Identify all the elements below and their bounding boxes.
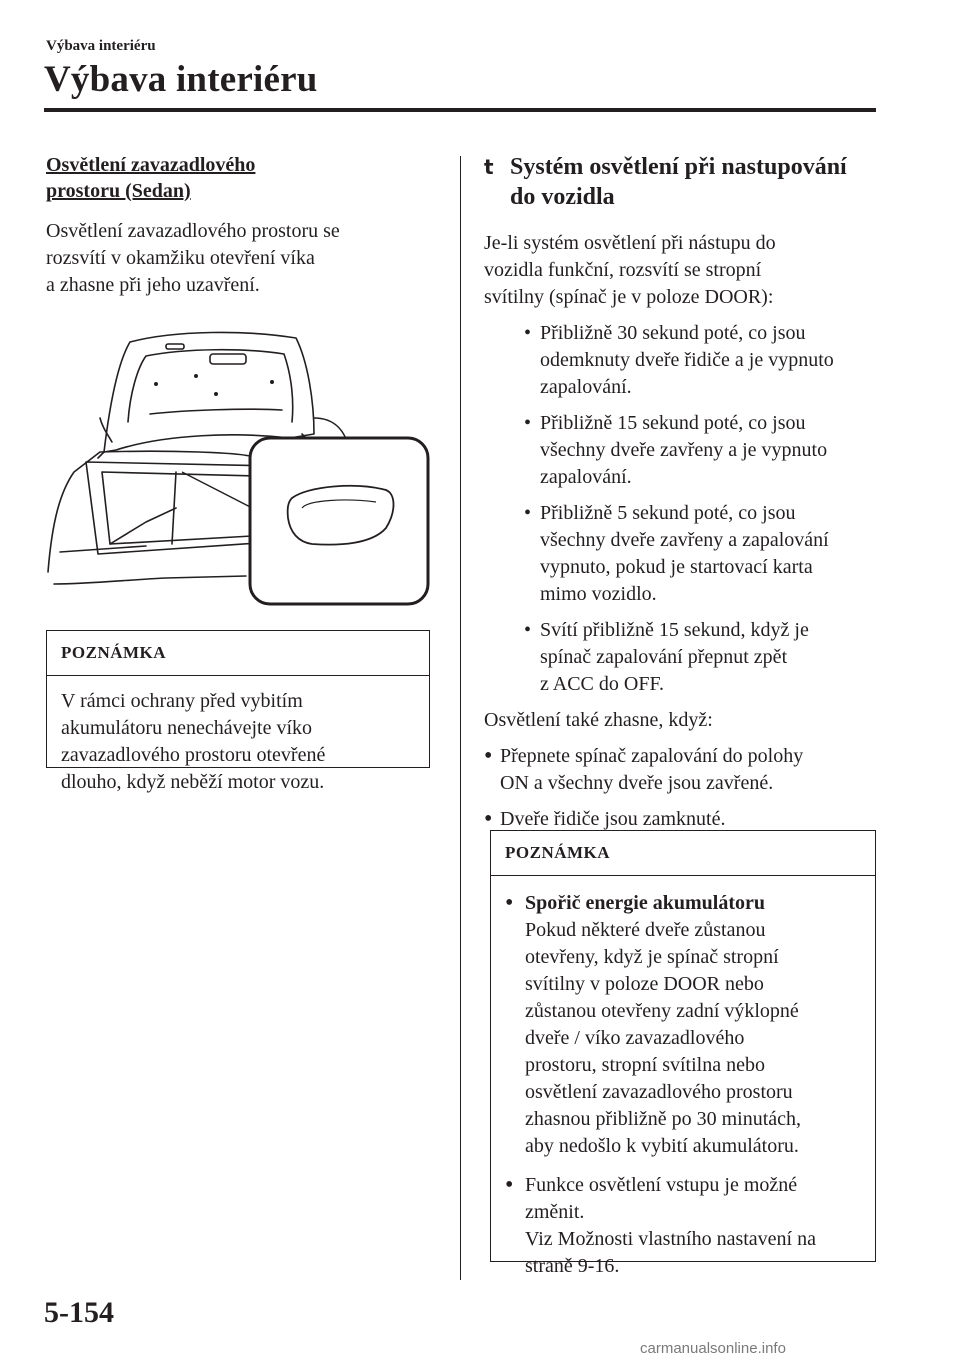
running-header: Výbava interiéru <box>46 38 156 54</box>
heading-line: prostoru (Sedan) <box>46 180 191 202</box>
note-line: zavazadlového prostoru otevřené <box>61 744 326 766</box>
note-label: POZNÁMKA <box>47 631 429 676</box>
text-line: aby nedošlo k vybití akumulátoru. <box>525 1135 799 1157</box>
trunk-light-heading <box>46 152 436 204</box>
text-line: svítilny v poloze DOOR nebo <box>525 973 764 995</box>
note-body <box>491 876 875 1294</box>
text-line: a zhasne při jeho uzavření. <box>46 274 260 296</box>
heading-line: Osvětlení zavazadlového <box>46 154 256 176</box>
note-item-title: • Spořič energie akumulátoru <box>525 892 765 914</box>
list-item <box>484 320 876 401</box>
note-line: dlouho, když neběží motor vozu. <box>61 771 325 793</box>
text-line: z ACC do OFF. <box>540 673 664 695</box>
text-line: odemknuty dveře řidiče a je vypnuto <box>540 349 834 371</box>
text-line: osvětlení zavazadlového prostoru <box>525 1081 793 1103</box>
page-number: 5-154 <box>44 1296 114 1329</box>
lid-fasteners <box>154 374 274 396</box>
text-line: otevřeny, když je spínač stropní <box>525 946 779 968</box>
left-column <box>46 152 436 299</box>
text-line: • Přibližně 5 sekund poté, co jsou <box>540 502 796 524</box>
column-divider <box>460 156 461 1280</box>
text-line: ON a všechny dveře jsou zavřené. <box>500 772 774 794</box>
entry-light-heading <box>484 152 876 212</box>
list-item <box>484 806 876 833</box>
text-line: Osvětlení zavazadlového prostoru se <box>46 220 340 242</box>
text-line: prostoru, stropní svítilna nebo <box>525 1054 765 1076</box>
section-marker-icon: t <box>484 155 494 179</box>
text-line: Je-li systém osvětlení při nástupu do <box>484 232 776 254</box>
text-line: Viz Možnosti vlastního nastavení na <box>525 1228 816 1250</box>
trunk-light-paragraph <box>46 218 436 299</box>
note-body <box>47 676 429 810</box>
note-list <box>505 890 861 1280</box>
list-item <box>484 743 876 797</box>
text-line: vypnuto, pokud je startovací karta <box>540 556 813 578</box>
trunk-light-illustration <box>46 322 432 612</box>
heading-line: Systém osvětlení při nastupování <box>510 154 847 180</box>
text-line: dveře / víko zavazadlového <box>525 1027 745 1049</box>
text-line: všechny dveře zavřeny a zapalování <box>540 529 829 551</box>
list-item <box>505 1172 861 1280</box>
heading-line: do vozidla <box>510 184 615 210</box>
trunk-lamp-shape <box>288 486 394 545</box>
entry-light-conditions <box>484 320 876 698</box>
text-line: zapalování. <box>540 376 632 398</box>
lights-off-intro: Osvětlení také zhasne, když: <box>484 709 713 731</box>
page-title: Výbava interiéru <box>44 59 318 100</box>
note-line: V rámci ochrany před vybitím <box>61 690 303 712</box>
text-line: spínač zapalování přepnut zpět <box>540 646 788 668</box>
note-box-battery <box>490 830 876 1277</box>
text-line: • Svítí přibližně 15 sekund, když je <box>540 619 809 641</box>
note-box-trunk <box>46 630 430 793</box>
text-line: Pokud některé dveře zůstanou <box>525 919 766 941</box>
text-line: • Přepnete spínač zapalování do polohy <box>500 745 804 767</box>
right-column <box>484 152 876 833</box>
list-item <box>484 410 876 491</box>
trunk-illustration-svg <box>46 322 432 612</box>
rear-bumper <box>54 576 246 584</box>
text-line: zůstanou otevřeny zadní výklopné <box>525 1000 799 1022</box>
text-line: všechny dveře zavřeny a je vypnuto <box>540 439 828 461</box>
list-item <box>484 617 876 698</box>
note-line: akumulátoru nenechávejte víko <box>61 717 313 739</box>
text-line: • Přibližně 30 sekund poté, co jsou <box>540 322 806 344</box>
text-line: zapalování. <box>540 466 632 488</box>
lamp-inset <box>250 438 428 604</box>
header-rule <box>44 108 876 112</box>
text-line: mimo vozidlo. <box>540 583 657 605</box>
list-item <box>505 890 861 1160</box>
text-line: • Přibližně 15 sekund poté, co jsou <box>540 412 806 434</box>
text-line: rozsvítí v okamžiku otevření víka <box>46 247 315 269</box>
text-line: • Funkce osvětlení vstupu je možné <box>525 1174 798 1196</box>
text-line: změnit. <box>525 1201 585 1223</box>
text-line: svítilny (spínač je v poloze DOOR): <box>484 286 774 308</box>
list-item <box>484 500 876 608</box>
entry-light-intro <box>484 230 876 311</box>
text-line: • Dveře řidiče jsou zamknuté. <box>500 808 726 830</box>
text-line: straně 9-16. <box>525 1255 620 1277</box>
text-line: zhasnou přibližně po 30 minutách, <box>525 1108 802 1130</box>
text-line: vozidla funkční, rozsvítí se stropní <box>484 259 762 281</box>
lights-off-conditions <box>484 743 876 833</box>
watermark: carmanualsonline.info <box>640 1340 786 1357</box>
note-label: POZNÁMKA <box>491 831 875 876</box>
